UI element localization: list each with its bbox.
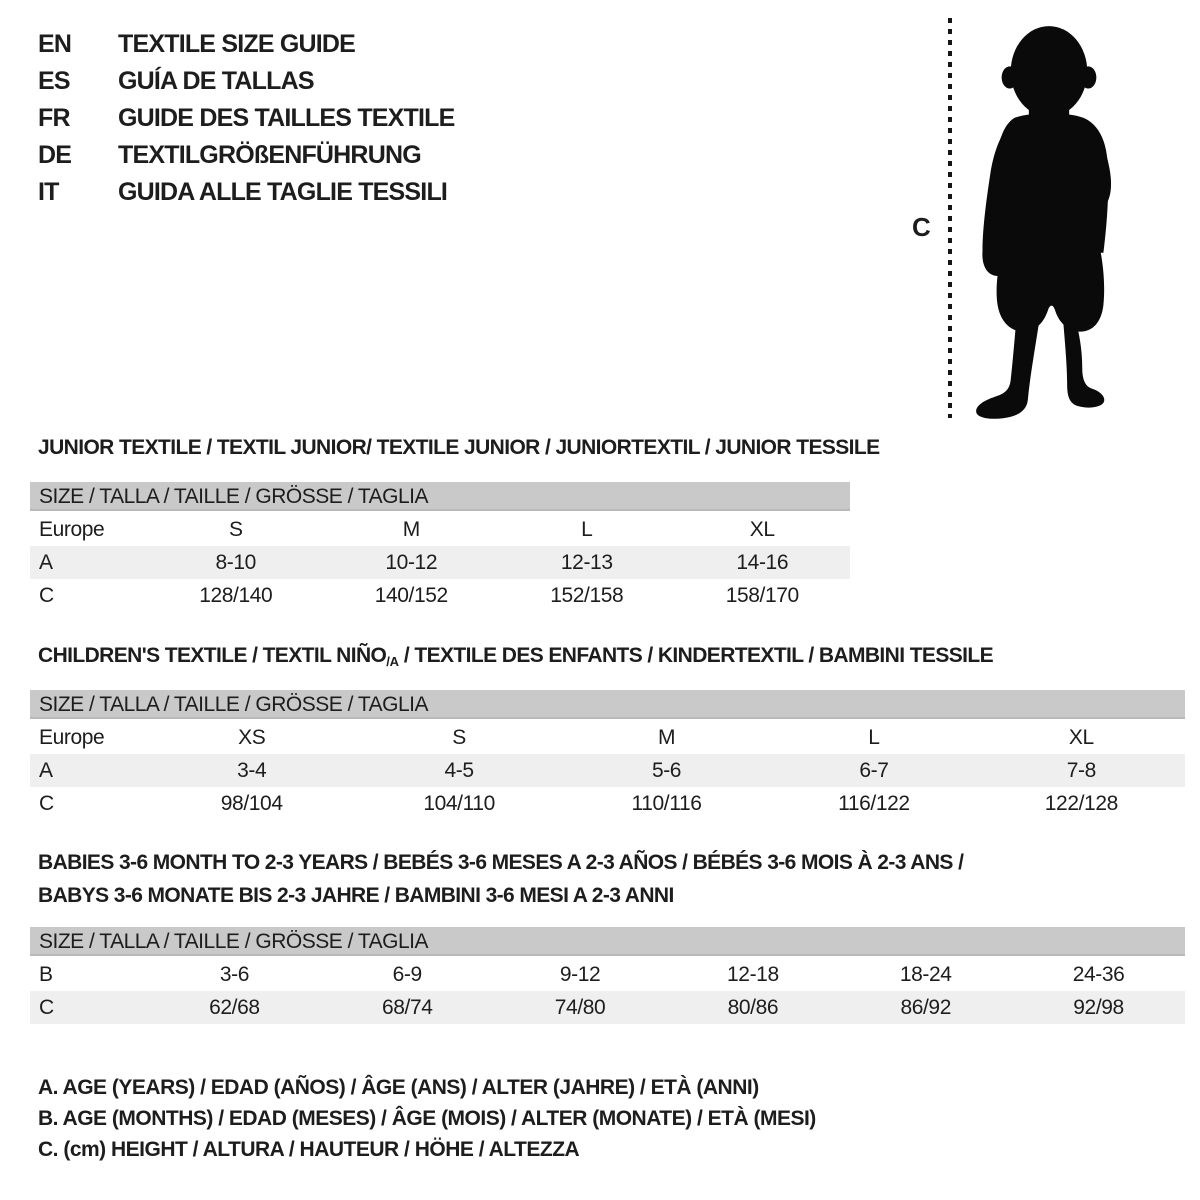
row-label: C bbox=[39, 995, 54, 1019]
table-cell: XL bbox=[749, 517, 775, 541]
table-cell: XL bbox=[1068, 725, 1094, 749]
table-cell: 74/80 bbox=[554, 995, 606, 1019]
toddler-silhouette-icon bbox=[962, 13, 1138, 421]
table-cell: 6-9 bbox=[392, 962, 422, 986]
table-header: SIZE / TALLA / TAILLE / GRÖSSE / TAGLIA bbox=[30, 690, 1185, 721]
table-cell: 122/128 bbox=[1044, 791, 1118, 815]
language-code: IT bbox=[38, 178, 59, 206]
table-cell: 8-10 bbox=[215, 550, 256, 574]
language-code: DE bbox=[38, 141, 72, 169]
table-cell: 116/122 bbox=[838, 791, 910, 815]
junior-section-title: JUNIOR TEXTILE / TEXTIL JUNIOR/ TEXTILE JUNIOR / JUNIORTEXTIL / JUNIOR TESSILE bbox=[38, 436, 880, 459]
table-cell: 86/92 bbox=[900, 995, 951, 1019]
table-row bbox=[30, 579, 850, 612]
table-row bbox=[30, 513, 850, 546]
table-cell: M bbox=[402, 517, 420, 541]
language-row bbox=[38, 63, 455, 100]
table-cell: S bbox=[228, 517, 243, 541]
table-row bbox=[30, 958, 1185, 991]
language-row bbox=[38, 26, 455, 63]
table-header: SIZE / TALLA / TAILLE / GRÖSSE / TAGLIA bbox=[30, 482, 850, 513]
language-code: ES bbox=[38, 67, 70, 95]
table-cell: 104/110 bbox=[423, 791, 495, 815]
table-cell: 80/86 bbox=[727, 995, 779, 1019]
height-measure-dashed-line bbox=[948, 18, 952, 418]
table-cell: 128/140 bbox=[199, 583, 273, 607]
table-cell: 14-16 bbox=[736, 550, 789, 574]
table-cell: XS bbox=[238, 725, 266, 749]
table-cell: 4-5 bbox=[444, 758, 474, 782]
row-label: C bbox=[39, 791, 54, 815]
row-label: A bbox=[39, 758, 53, 782]
table-header: SIZE / TALLA / TAILLE / GRÖSSE / TAGLIA bbox=[30, 927, 1185, 958]
babies-title-line1: BABIES 3-6 MONTH TO 2-3 YEARS / BEBÉS 3-6 MESES A 2-3 AÑOS / BÉBÉS 3-6 MOIS À 2-3 ANS / bbox=[38, 851, 964, 874]
table-cell: 5-6 bbox=[651, 758, 682, 782]
table-cell: 152/158 bbox=[550, 583, 624, 607]
table-row bbox=[30, 991, 1185, 1024]
row-label: A bbox=[39, 550, 53, 574]
table-cell: 12-13 bbox=[560, 550, 613, 574]
table-cell: 10-12 bbox=[385, 550, 438, 574]
language-row bbox=[38, 174, 455, 211]
babies-size-table bbox=[30, 927, 1185, 1024]
language-title: GUÍA DE TALLAS bbox=[118, 67, 314, 95]
babies-section-title bbox=[38, 846, 963, 912]
table-cell: 110/116 bbox=[631, 791, 702, 815]
table-cell: S bbox=[452, 725, 466, 749]
table-cell: 92/98 bbox=[1073, 995, 1124, 1019]
table-cell: M bbox=[657, 725, 676, 749]
legend-line: B. AGE (MONTHS) / EDAD (MESES) / ÂGE (MOIS) / ALTER (MONATE) / ETÀ (MESI) bbox=[38, 1107, 816, 1130]
legend-line: C. (cm) HEIGHT / ALTURA / HAUTEUR / HÖHE / ALTEZZA bbox=[38, 1138, 580, 1161]
row-label: C bbox=[39, 583, 54, 607]
language-code: EN bbox=[38, 30, 72, 58]
language-title: GUIDA ALLE TAGLIE TESSILI bbox=[118, 178, 448, 206]
language-row bbox=[38, 137, 455, 174]
table-row bbox=[30, 787, 1185, 820]
language-list bbox=[38, 26, 455, 211]
table-cell: 24-36 bbox=[1072, 962, 1125, 986]
table-cell: L bbox=[581, 517, 593, 541]
table-cell: 98/104 bbox=[220, 791, 283, 815]
children-title-suffix: / TEXTILE DES ENFANTS / KINDERTEXTIL / BAMBINI TESSILE bbox=[398, 644, 994, 667]
table-cell: 62/68 bbox=[209, 995, 260, 1019]
babies-title-line2: BABYS 3-6 MONATE BIS 2-3 JAHRE / BAMBINI 3-6 MESI A 2-3 ANNI bbox=[38, 884, 674, 907]
language-code: FR bbox=[38, 104, 70, 132]
language-row bbox=[38, 100, 455, 137]
legend bbox=[38, 1072, 816, 1165]
table-cell: 18-24 bbox=[899, 962, 952, 986]
table-cell: 140/152 bbox=[374, 583, 448, 607]
row-label: Europe bbox=[39, 517, 105, 541]
table-row bbox=[30, 721, 1185, 754]
children-size-table bbox=[30, 690, 1185, 820]
table-cell: 9-12 bbox=[559, 962, 601, 986]
legend-line: A. AGE (YEARS) / EDAD (AÑOS) / ÂGE (ANS) / ALTER (JAHRE) / ETÀ (ANNI) bbox=[38, 1076, 759, 1099]
table-cell: 68/74 bbox=[381, 995, 433, 1019]
table-cell: 6-7 bbox=[859, 758, 889, 782]
table-cell: 7-8 bbox=[1066, 758, 1096, 782]
table-cell: 12-18 bbox=[727, 962, 779, 986]
language-title: GUIDE DES TAILLES TEXTILE bbox=[118, 104, 455, 132]
table-row bbox=[30, 754, 1185, 787]
junior-size-table bbox=[30, 482, 850, 612]
language-title: TEXTILE SIZE GUIDE bbox=[118, 30, 356, 58]
table-cell: 3-6 bbox=[219, 962, 249, 986]
children-title-prefix: CHILDREN'S TEXTILE / TEXTIL NIÑO bbox=[38, 644, 387, 667]
table-row bbox=[30, 546, 850, 579]
children-section-title bbox=[38, 644, 993, 670]
row-label: B bbox=[39, 962, 53, 986]
height-measure-label: C bbox=[912, 212, 931, 242]
table-cell: 3-4 bbox=[237, 758, 267, 782]
children-title-subscript: /A bbox=[386, 654, 399, 669]
language-title: TEXTILGRÖßENFÜHRUNG bbox=[118, 141, 421, 169]
table-cell: L bbox=[868, 725, 880, 749]
table-cell: 158/170 bbox=[725, 583, 799, 607]
row-label: Europe bbox=[39, 725, 105, 749]
